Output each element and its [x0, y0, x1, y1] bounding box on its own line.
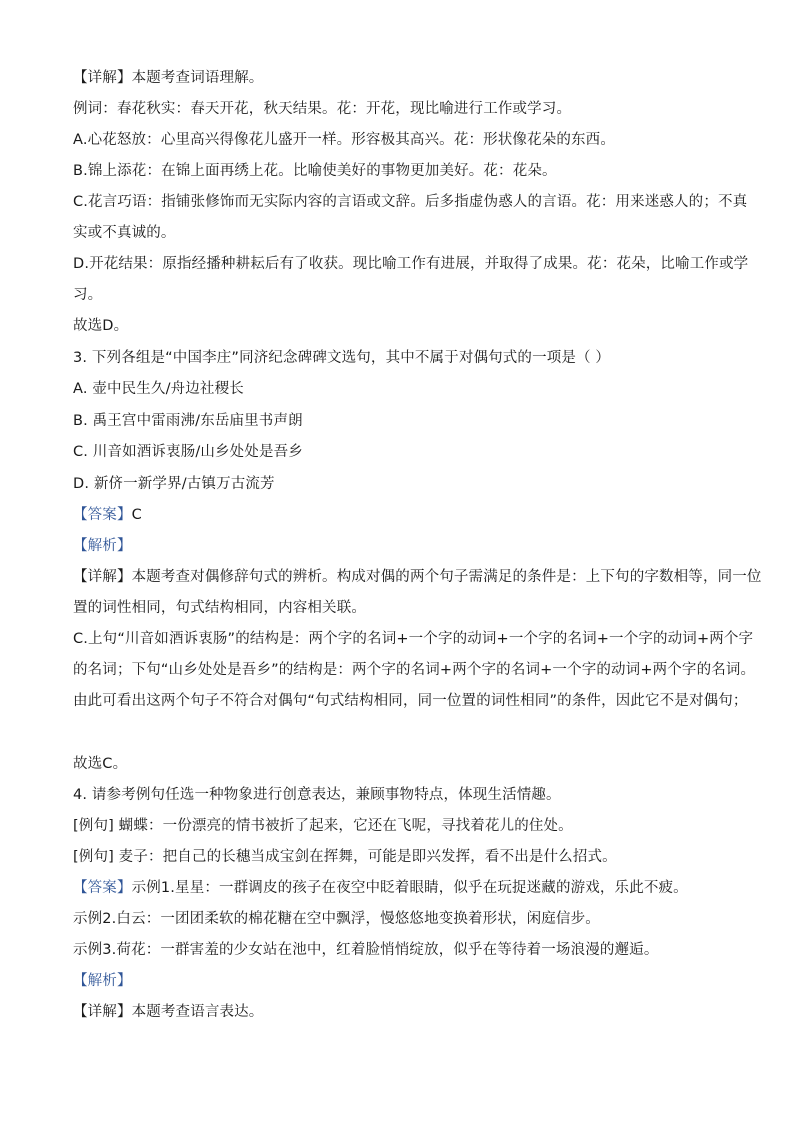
- question-3: 3. 下列各组是“中国李庄”同济纪念碑碑文选句，其中不属于对偶句式的一项是（ ）: [73, 350, 611, 366]
- answer-value: C: [131, 507, 142, 523]
- example-sentence-1: [例句] 蝴蝶：一份漂亮的情书被折了起来，它还在飞呢，寻找着花儿的住处。: [73, 818, 573, 834]
- analysis-tag-4: 【解析】: [73, 973, 132, 989]
- detail-heading: 【详解】本题考查词语理解。: [73, 70, 264, 86]
- choice-conclusion-3: 故选C。: [73, 756, 128, 772]
- answer-sample-2: 示例2.白云：一团团柔软的棉花糖在空中飘浮，慢悠悠地变换着形状，闲庭信步。: [73, 911, 600, 927]
- choice-conclusion: 故选D。: [73, 318, 129, 334]
- question-3-option-c: C. 川音如酒诉衷肠/山乡处处是吾乡: [73, 444, 303, 460]
- answer-sample-1: 示例1.星星：一群调皮的孩子在夜空中眨着眼睛，似乎在玩捉迷藏的游戏，乐此不疲。: [131, 880, 688, 896]
- option-d-explanation-2: 习。: [73, 287, 103, 303]
- answer-4: [73, 878, 733, 898]
- question-3-option-d: D. 新侪一新学界/古镇万古流芳: [73, 476, 275, 492]
- question-4: 4. 请参考例句任选一种物象进行创意表达，兼顾事物特点，体现生活情趣。: [73, 787, 561, 803]
- question-3-option-b: B. 禹王宫中雷雨沸/东岳庙里书声朗: [73, 413, 303, 429]
- option-d-explanation-1: D.开花结果：原指经播种耕耘后有了收获。现比喻工作有进展，并取得了成果。花：花朵，比喻工作或学: [73, 256, 749, 272]
- detail-3-line-3: C.上句“川音如酒诉衷肠”的结构是：两个字的名词+一个字的动词+一个字的名词+一个字的动词+两个字: [73, 631, 754, 647]
- detail-3-line-2: 置的词性相同，句式结构相同，内容相关联。: [73, 600, 366, 616]
- answer-3: [73, 505, 733, 525]
- example-word: 例词：春花秋实：春天开花，秋天结果。花：开花，现比喻进行工作或学习。: [73, 101, 572, 117]
- analysis-tag: 【解析】: [73, 538, 132, 554]
- question-3-option-a: A. 壶中民生久/舟边社稷长: [73, 381, 244, 397]
- answer-tag: 【答案】: [73, 880, 132, 896]
- example-sentence-2: [例句] 麦子：把自己的长穗当成宝剑在挥舞，可能是即兴发挥，看不出是什么招式。: [73, 849, 617, 865]
- option-a-explanation: A.心花怒放：心里高兴得像花儿盛开一样。形容极其高兴。花：形状像花朵的东西。: [73, 132, 615, 148]
- option-c-explanation-1: C.花言巧语：指铺张修饰而无实际内容的言语或文辞。后多指虚伪惑人的言语。花：用来迷惑人的；不真: [73, 194, 748, 210]
- option-b-explanation: B.锦上添花：在锦上面再绣上花。比喻使美好的事物更加美好。花：花朵。: [73, 163, 557, 179]
- detail-3-line-5: 由此可看出这两个句子不符合对偶句“句式结构相同，同一位置的词性相同”的条件，因此它不是对偶句；: [73, 693, 748, 709]
- option-c-explanation-2: 实或不真诚的。: [73, 225, 176, 241]
- detail-3-line-4: 的名词；下句“山乡处处是吾乡”的结构是：两个字的名词+两个字的名词+一个字的动词+两个字的名词。: [73, 662, 756, 678]
- detail-4: 【详解】本题考查语言表达。: [73, 1004, 264, 1020]
- answer-sample-3: 示例3.荷花：一群害羞的少女站在池中，红着脸悄悄绽放，似乎在等待着一场浪漫的邂逅。: [73, 942, 659, 958]
- detail-3-line-1: 【详解】本题考查对偶修辞句式的辨析。构成对偶的两个句子需满足的条件是：上下句的字数相等，同一位: [73, 569, 762, 585]
- answer-tag: 【答案】: [73, 507, 132, 523]
